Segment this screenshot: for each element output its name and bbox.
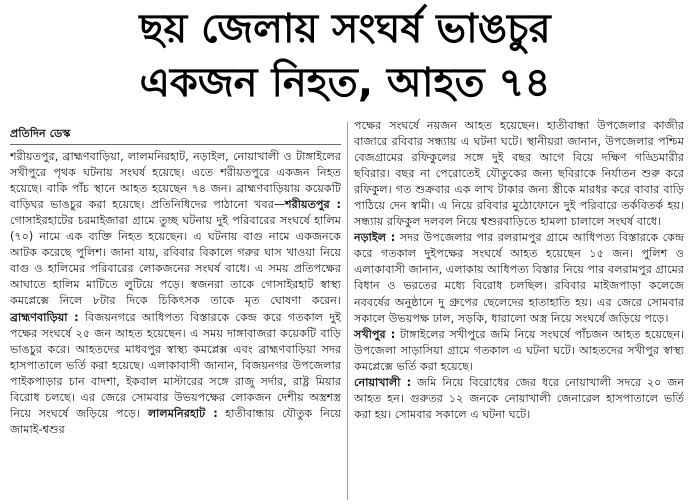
paragraph (354, 327, 684, 375)
byline: প্রতিদিন ডেস্ক (10, 127, 71, 140)
paragraph-lead: শরীয়তপুর : (285, 198, 341, 212)
paragraph (354, 118, 684, 230)
paragraph-text: শরীয়তপুর, ব্রাহ্মণবাড়িয়া, লালমনিরহাট, নড়াইল, নোয়াখালী ও টাঙ্গাইলের সখীপুরে পৃথক ঘটনায় সংঘর্ষ হয়েছে। এতে শরীয়তপুরে একজন নিহত হয়েছে। বাকি পাঁচ স্থানে আহত হয়েছেন ৭৪ জন। ব্রাহ্মণবাড়িয়ায় কয়েকটি বাড়িঘর ভাঙচুর করা হয়েছে। প্রতিনিধিদের পাঠানো খবর— (10, 150, 341, 212)
paragraph-text: টাঙ্গাইলের সখীপুরে জমি নিয়ে সংঘর্ষে পাঁচজন আহত হয়েছেন। উপজেলা সাড়াসিয়া গ্রামে গতকাল এ ঘটনা ঘটে। আহতদের সখীপুর স্বাস্থ্য কমপ্লেক্সে ভর্তি করা হয়েছে। (354, 327, 684, 373)
paragraph-text: গোসাইরহাটের চরমাইজারা গ্রামে তুচ্ছ ঘটনায় দুই পরিবারের সংঘর্ষে হালিম (৭০) নামে এক ব্যক্তি নিহত হয়েছেন। এ ঘটনায় বাগু নামে একজনকে আটক করেছে পুলিশ। জানা যায়, রবিবার বিকালে গরুর ঘাস খাওয়া নিয়ে বাগু ও হালিমের পরিবারের লোকজনের সংঘর্ষ বাধে। এ সময় প্রতিপক্ষের আঘাতে হালিম মাটিতে লুটিয়ে পড়ে। স্বজনরা তাকে গোসাইরহাট স্বাস্থ্য কমপ্লেক্সে নিলে ৮টার দিকে চিকিৎসক তাকে মৃত ঘোষণা করেন। (10, 214, 341, 308)
paragraph-text: হাতীবান্ধায় যৌতুক নিয়ে জামাই-শ্বশুর (10, 406, 341, 436)
paragraph-lead: লালমনিরহাট : (147, 406, 218, 420)
column-divider (347, 122, 348, 500)
paragraph-text: জমি নিয়ে বিরোধের জের ধরে নোয়াখালী সদরে ২০ জন আহত হন। গুরুতর ১২ জনকে নোয়াখালী জেনারেল হাসপাতালে ভর্তি করা হয়। সোমবার সকালে এ ঘটনা ঘটে। (354, 375, 684, 421)
paragraph-lead: সখীপুর : (354, 327, 396, 341)
paragraph-text: পক্ষের সংঘর্ষে নয়জন আহত হয়েছেন। হাতীবান্ধা উপজেলার কাজীর বাজারে রবিবার সন্ধ্যায় এ ঘটনা ঘটে। স্থানীয়রা জানান, উপজেলার পশ্চিম বেজগ্রামের রফিকুলের সঙ্গে দুই বছর আগে বিয়ে দক্ষিণ গড্ডিমারীর ছবিরার। বছর না পেরোতেই যৌতুকের জন্য ছবিরাকে নির্যাতন শুরু করে রফিকুল। গত শুক্রবার এক লাখ টাকার জন্য স্ত্রীকে মারধর করে বাবার বাড়ি পাঠিয়ে দেন স্বামী। এ নিয়ে রবিবার মুঠোফোনে দুই পরিবারে তর্কবিতর্ক হয়। সন্ধ্যায় রফিকুল দলবল নিয়ে শ্বশুরবাড়িতে হামলা চালালে সংঘর্ষ বাধে। (354, 119, 684, 229)
paragraph (354, 375, 684, 423)
left-column (10, 120, 341, 504)
paragraph (354, 230, 684, 326)
paragraph-lead: নোয়াখালী : (354, 375, 412, 389)
paragraph-lead: নড়াইল : (354, 231, 396, 245)
headline (0, 2, 690, 110)
paragraph-text: বিজয়নগরে আধিপত্য বিস্তারকে কেন্দ্র করে গতকাল দুই পক্ষের সংঘর্ষে ২৫ জন আহত হয়েছেন। এ সময় দাঙ্গাবাজরা কয়েকটি বাড়ি ভাঙচুর করে। আহতদের মাধবপুর স্বাস্থ্য কমপ্লেক্স এবং ব্রাহ্মণবাড়িয়া সদর হাসপাতালে ভর্তি করা হয়েছে। এলাকাবাসী জানান, বিজয়নগর উপজেলার পাইকপাড়ার চান বাদশা, ইকবাল মাস্টারের সঙ্গে রাজু সর্দার, রাষ্ট্র মিয়ার বিরোধ চলছে। এর জেরে সোমবার উভয়পক্ষের লোকজন দেশীয় অস্ত্রশস্ত্র নিয়ে সংঘর্ষে জড়িয়ে পড়ে। (10, 310, 341, 420)
paragraph-lead: ব্রাহ্মণবাড়িয়া : (10, 310, 79, 324)
headline-line-2: একজন নিহত, আহত ৭৪ (139, 60, 551, 106)
paragraph-text: সদর উপজেলার পার রলরামপুর গ্রামে আধিপত্য বিস্তারকে কেন্দ্র করে গতকাল দুইপক্ষের সংঘর্ষে আহত হয়েছেন ১৫ জন। পুলিশ ও এলাকাবাসী জানান, এলাকায় আধিপত্য বিস্তার নিয়ে পার বলরামপুর গ্রামের বিধান ও ভরতের মধ্যে বিরোধ চলছিল। রবিবার মাইজপাড়া কলেজে নববর্ষের অনুষ্ঠানে দু গ্রুপের ছেলেদের হাতাহাতি হয়। এর জেরে সোমবার সকালে উভয়পক্ষ ঢাল, সড়কি, ধারালো অস্ত্র নিয়ে সংঘর্ষে জড়িয়ে পড়ে। (354, 231, 684, 325)
right-column (354, 118, 684, 504)
paragraph (10, 149, 341, 438)
byline-rule (10, 144, 341, 145)
headline-line-1: ছয় জেলায় সংঘর্ষ ভাঙচুর (139, 6, 551, 52)
left-paragraphs (10, 149, 341, 438)
